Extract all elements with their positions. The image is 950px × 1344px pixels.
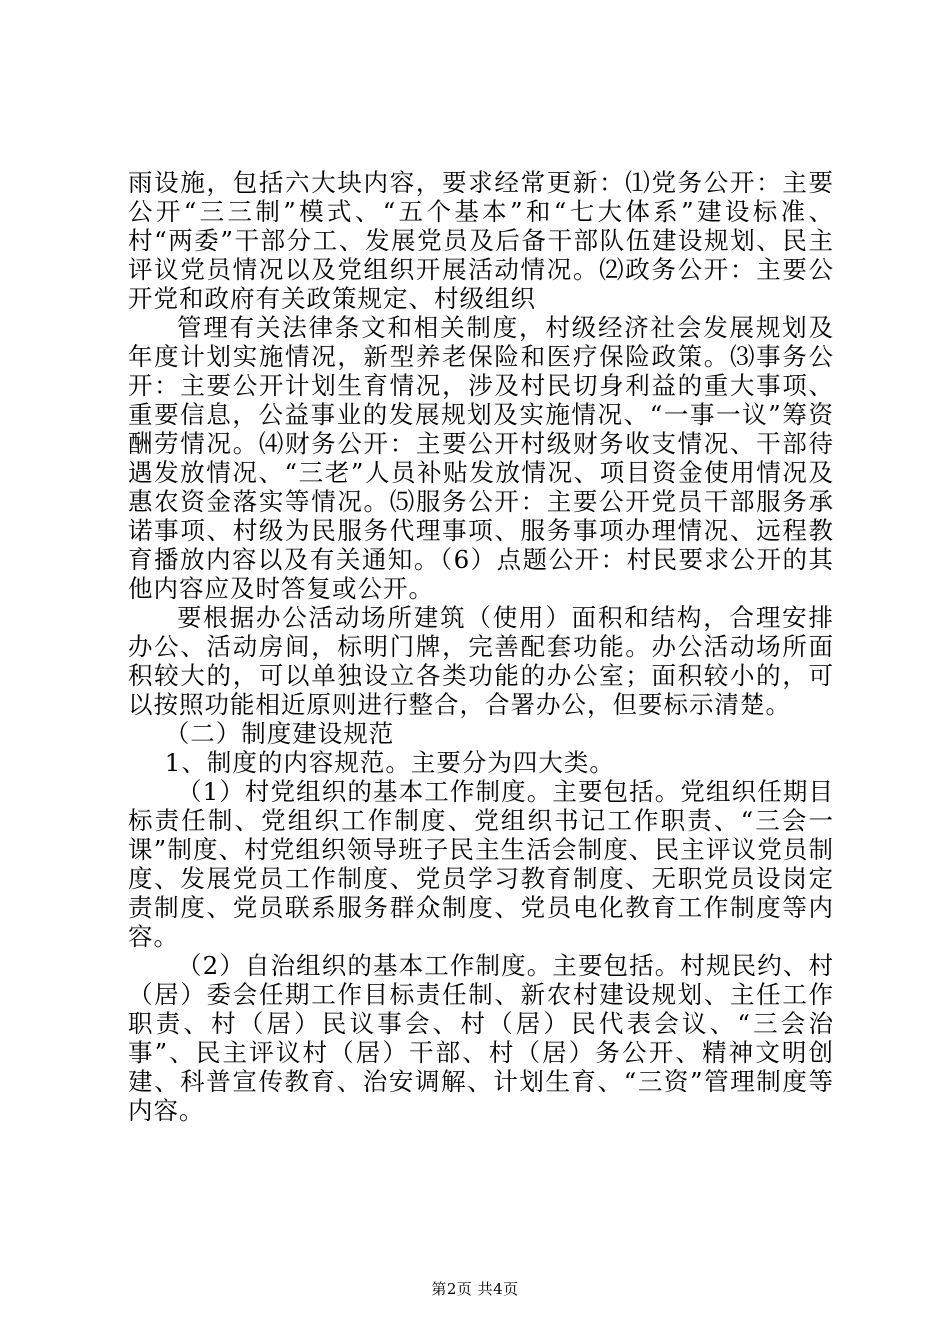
- paragraph-autonomy-system: （2）自治组织的基本工作制度。主要包括。村规民约、村（居）委会任期工作目标责任制、新农村建设规划、主任工作职责、村（居）民议事会、村（居）民代表会议、“三会治事”、民主评议村（居）干部、村（居）务公开、精神文明创建、科普宣传教育、治安调解、计划生育、“三资”管理制度等内容。: [128, 951, 834, 1125]
- document-body: [128, 168, 834, 1125]
- section-heading-system-standard: （二）制度建设规范: [164, 719, 395, 748]
- paragraph-office-space: 要根据办公活动场所建筑（使用）面积和结构，合理安排办公、活动房间，标明门牌，完善配套功能。办公活动场所面积较大的，可以单独设立各类功能的办公室；面积较小的，可以按照功能相近原则进行整合，合署办公，但要标示清楚。: [128, 603, 834, 719]
- paragraph-system-content: 1、制度的内容规范。主要分为四大类。: [164, 748, 615, 777]
- paragraph-public-affairs: 管理有关法律条文和相关制度，村级经济社会发展规划及年度计划实施情况，新型养老保险和医疗保险政策。⑶事务公开：主要公开计划生育情况，涉及村民切身利益的重大事项、重要信息，公益事业的发展规划及实施情况、“一事一议”筹资酬劳情况。⑷财务公开：主要公开村级财务收支情况、干部待遇发放情况、“三老”人员补贴发放情况、项目资金使用情况及惠农资金落实等情况。⑸服务公开：主要公开党员干部服务承诺事项、村级为民服务代理事项、服务事项办理情况、远程教育播放内容以及有关通知。（6）点题公开：村民要求公开的其他内容应及时答复或公开。: [128, 313, 834, 603]
- paragraph-party-system: （1）村党组织的基本工作制度。主要包括。党组织任期目标责任制、党组织工作制度、党组织书记工作职责、“三会一课”制度、村党组织领导班子民主生活会制度、民主评议党员制度、发展党员工作制度、党员学习教育制度、无职党员设岗定责制度、党员联系服务群众制度、党员电化教育工作制度等内容。: [128, 777, 834, 951]
- paragraph-continuation: 雨设施，包括六大块内容，要求经常更新：⑴党务公开：主要公开“三三制”模式、“五个基本”和“七大体系”建设标准、村“两委”干部分工、发展党员及后备干部队伍建设规划、民主评议党员情况以及党组织开展活动情况。⑵政务公开：主要公开党和政府有关政策规定、村级组织: [128, 168, 834, 313]
- page-footer: 第2页 共4页: [431, 1280, 519, 1298]
